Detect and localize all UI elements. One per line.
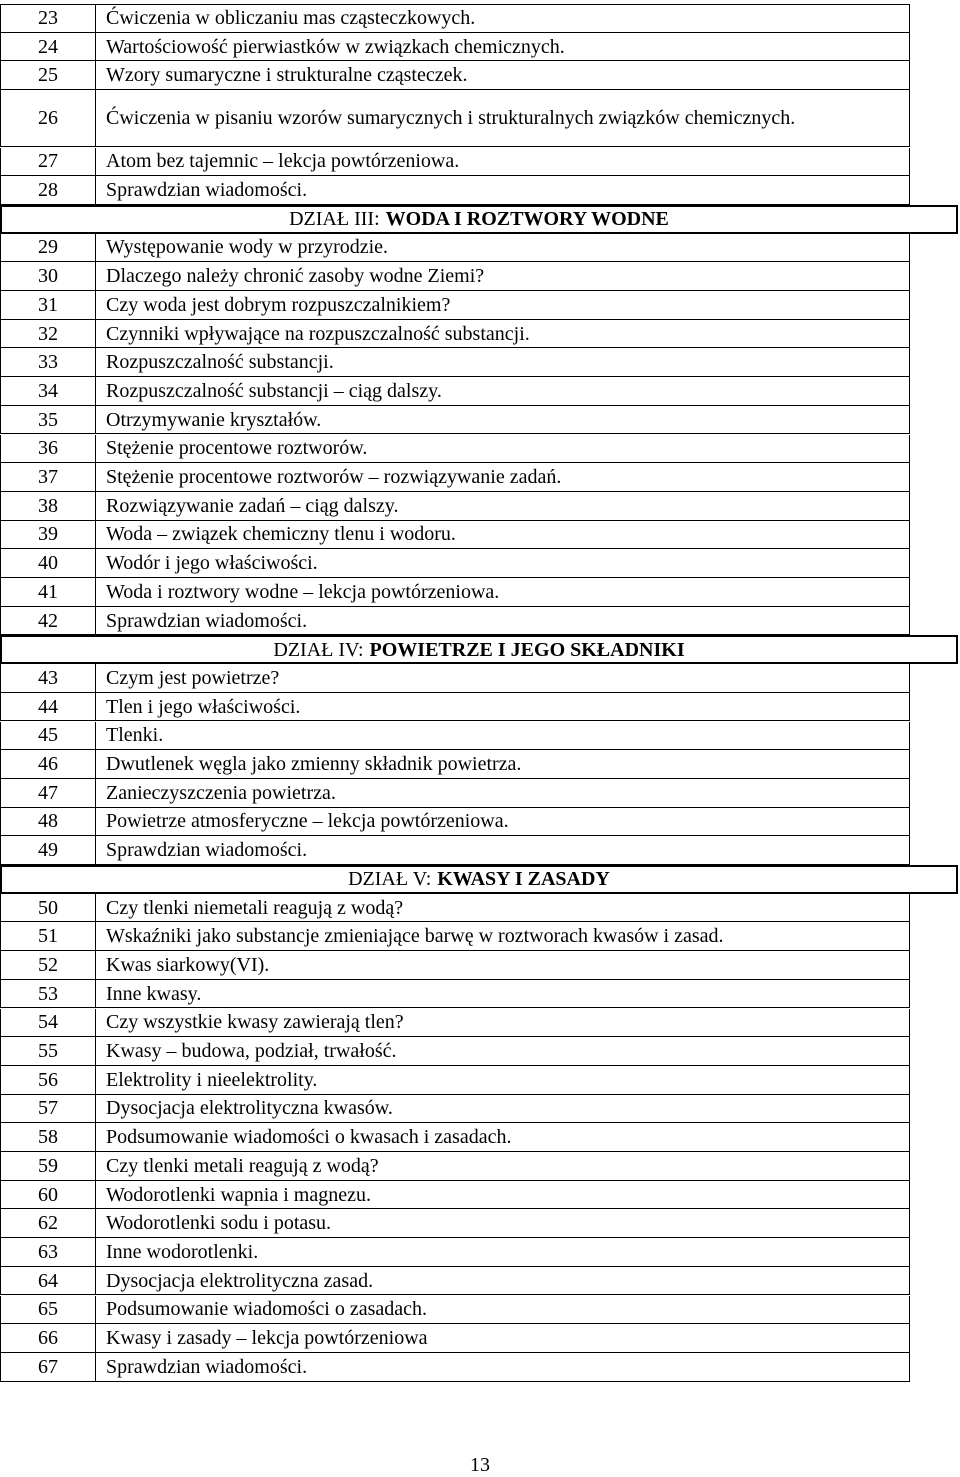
lesson-row: [0, 1152, 910, 1181]
lesson-row: [0, 722, 910, 751]
lesson-title: Rozwiązywanie zadań – ciąg dalszy.: [106, 494, 399, 517]
lesson-row: [0, 176, 910, 205]
lesson-title-cell: [106, 1066, 895, 1094]
lesson-number: 51: [1, 922, 96, 950]
lesson-number: 32: [1, 320, 96, 348]
lesson-title: Inne wodorotlenki.: [106, 1240, 259, 1263]
lesson-number: 66: [1, 1324, 96, 1352]
lesson-row: [0, 435, 910, 464]
lesson-number: 46: [1, 750, 96, 778]
lesson-row: [0, 291, 910, 320]
lesson-title-cell: [106, 5, 895, 32]
lesson-row: [0, 951, 910, 980]
lesson-number: 35: [1, 406, 96, 434]
lesson-title-cell: [106, 693, 895, 721]
lesson-row: [0, 980, 910, 1009]
lesson-row: [0, 549, 910, 578]
lesson-title-cell: [106, 664, 895, 692]
lesson-row: [0, 922, 910, 951]
lesson-number: 58: [1, 1123, 96, 1151]
lesson-row: [0, 148, 910, 177]
lesson-number: 37: [1, 463, 96, 491]
lesson-title: Czy wszystkie kwasy zawierają tlen?: [106, 1011, 404, 1034]
lesson-title: Zanieczyszczenia powietrza.: [106, 781, 336, 804]
lesson-row: [0, 1296, 910, 1325]
lesson-number: 64: [1, 1267, 96, 1295]
lesson-row: [0, 1009, 910, 1038]
lesson-row: [0, 320, 910, 349]
lesson-title-cell: [106, 33, 895, 61]
lesson-number: 43: [1, 664, 96, 692]
lesson-title-cell: [106, 406, 895, 434]
lesson-title: Stężenie procentowe roztworów – rozwiązywanie zadań.: [106, 466, 562, 489]
lesson-title-cell: [106, 492, 895, 520]
page-number: 13: [470, 1454, 490, 1476]
lesson-row: [0, 262, 910, 291]
lesson-title: Sprawdzian wiadomości.: [106, 179, 308, 202]
lesson-number: 57: [1, 1095, 96, 1123]
lesson-title: Atom bez tajemnic – lekcja powtórzeniowa.: [106, 150, 460, 173]
lesson-row: [0, 1095, 910, 1124]
lesson-title: Dwutlenek węgla jako zmienny składnik powietrza.: [106, 753, 522, 776]
lesson-title: Otrzymywanie kryształów.: [106, 408, 322, 431]
section-name: KWASY I ZASADY: [437, 868, 610, 891]
lesson-number: 42: [1, 607, 96, 635]
lesson-number: 31: [1, 291, 96, 319]
lesson-title: Rozpuszczalność substancji – ciąg dalszy.: [106, 379, 442, 402]
lesson-number: 50: [1, 894, 96, 922]
lesson-number: 56: [1, 1066, 96, 1094]
section-header-row: [0, 865, 958, 894]
lesson-title-cell: [106, 61, 895, 89]
lesson-row: [0, 578, 910, 607]
lesson-number: 59: [1, 1152, 96, 1180]
lesson-row: [0, 521, 910, 550]
lesson-number: 55: [1, 1037, 96, 1065]
lesson-row: [0, 1209, 910, 1238]
lesson-title-cell: [106, 1209, 895, 1237]
lesson-number: 65: [1, 1296, 96, 1324]
lesson-row: [0, 1123, 910, 1152]
lesson-title: Dysocjacja elektrolityczna kwasów.: [106, 1097, 393, 1120]
lesson-number: 26: [1, 90, 96, 146]
lesson-title-cell: [106, 894, 895, 922]
lesson-row: [0, 664, 910, 693]
lesson-number: 23: [1, 5, 96, 32]
lesson-title: Tlen i jego właściwości.: [106, 695, 301, 718]
lesson-title: Czy tlenki niemetali reagują z wodą?: [106, 896, 404, 919]
lesson-number: 54: [1, 1009, 96, 1037]
lesson-number: 40: [1, 549, 96, 577]
lesson-title-cell: [106, 779, 895, 807]
lesson-number: 44: [1, 693, 96, 721]
lesson-title-cell: [106, 1267, 895, 1295]
lesson-number: 67: [1, 1353, 96, 1381]
lesson-title-cell: [106, 320, 895, 348]
lesson-row: [0, 90, 910, 147]
lesson-row: [0, 348, 910, 377]
lesson-row: [0, 808, 910, 837]
lesson-title: Kwasy – budowa, podział, trwałość.: [106, 1040, 397, 1063]
lesson-number: 38: [1, 492, 96, 520]
lesson-title-cell: [106, 90, 895, 146]
section-name: POWIETRZE I JEGO SKŁADNIKI: [369, 638, 685, 661]
lesson-title: Woda – związek chemiczny tlenu i wodoru.: [106, 523, 456, 546]
section-prefix: DZIAŁ V:: [348, 868, 432, 891]
section-prefix: DZIAŁ IV:: [273, 638, 364, 661]
lesson-title-cell: [106, 1123, 895, 1151]
lesson-title-cell: [106, 808, 895, 836]
lesson-title: Wzory sumaryczne i strukturalne cząsteczek.: [106, 64, 468, 87]
lesson-row: [0, 492, 910, 521]
lesson-row: [0, 1324, 910, 1353]
section-prefix: DZIAŁ III:: [289, 208, 380, 231]
lesson-title-cell: [106, 578, 895, 606]
lesson-title: Dlaczego należy chronić zasoby wodne Ziemi?: [106, 265, 485, 288]
lesson-row: [0, 406, 910, 435]
lesson-title: Sprawdzian wiadomości.: [106, 609, 308, 632]
lesson-row: [0, 4, 910, 33]
lesson-title: Czym jest powietrze?: [106, 666, 280, 689]
lesson-title: Podsumowanie wiadomości o kwasach i zasadach.: [106, 1126, 512, 1149]
lesson-title-cell: [106, 348, 895, 376]
lesson-number: 49: [1, 836, 96, 864]
lesson-title: Czy woda jest dobrym rozpuszczalnikiem?: [106, 293, 451, 316]
lesson-title: Kwas siarkowy(VI).: [106, 953, 270, 976]
lesson-row: [0, 693, 910, 722]
lesson-title-cell: [106, 1037, 895, 1065]
lesson-title-cell: [106, 980, 895, 1008]
lesson-number: 48: [1, 808, 96, 836]
lesson-number: 36: [1, 435, 96, 463]
lesson-title-cell: [106, 750, 895, 778]
lesson-title-cell: [106, 463, 895, 491]
lesson-title-cell: [106, 176, 895, 204]
lesson-number: 33: [1, 348, 96, 376]
lesson-row: [0, 61, 910, 90]
lesson-number: 24: [1, 33, 96, 61]
lesson-title-cell: [106, 521, 895, 549]
lesson-row: [0, 1066, 910, 1095]
lesson-title: Sprawdzian wiadomości.: [106, 839, 308, 862]
section-header-row: [0, 205, 958, 234]
lesson-title-cell: [106, 1181, 895, 1209]
lesson-title-cell: [106, 549, 895, 577]
lesson-title: Ćwiczenia w obliczaniu mas cząsteczkowych.: [106, 7, 476, 30]
lesson-number: 41: [1, 578, 96, 606]
lesson-row: [0, 1353, 910, 1382]
lesson-number: 29: [1, 234, 96, 262]
lesson-row: [0, 234, 910, 263]
lesson-title-cell: [106, 1009, 895, 1037]
lesson-title: Występowanie wody w przyrodzie.: [106, 236, 389, 259]
lesson-number: 34: [1, 377, 96, 405]
lesson-number: 27: [1, 148, 96, 176]
lesson-number: 52: [1, 951, 96, 979]
lesson-title: Wodór i jego właściwości.: [106, 552, 318, 575]
lesson-title-cell: [106, 435, 895, 463]
lesson-number: 28: [1, 176, 96, 204]
lesson-row: [0, 377, 910, 406]
lesson-title: Dysocjacja elektrolityczna zasad.: [106, 1269, 374, 1292]
lesson-row: [0, 750, 910, 779]
lesson-title-cell: [106, 951, 895, 979]
lesson-title-cell: [106, 1238, 895, 1266]
section-header-row: [0, 635, 958, 664]
lesson-title: Czynniki wpływające na rozpuszczalność substancji.: [106, 322, 530, 345]
lesson-number: 30: [1, 262, 96, 290]
lesson-title: Powietrze atmosferyczne – lekcja powtórzeniowa.: [106, 810, 509, 833]
lesson-title: Sprawdzian wiadomości.: [106, 1355, 308, 1378]
lesson-title-cell: [106, 291, 895, 319]
lesson-number: 47: [1, 779, 96, 807]
lesson-number: 39: [1, 521, 96, 549]
lesson-number: 60: [1, 1181, 96, 1209]
lesson-number: 25: [1, 61, 96, 89]
lesson-title: Wodorotlenki wapnia i magnezu.: [106, 1183, 371, 1206]
lesson-row: [0, 1238, 910, 1267]
lesson-number: 45: [1, 722, 96, 750]
lesson-title: Elektrolity i nieelektrolity.: [106, 1068, 318, 1091]
lesson-title: Wskaźniki jako substancje zmieniające barwę w roztworach kwasów i zasad.: [106, 925, 724, 948]
lesson-title-cell: [106, 1353, 895, 1381]
lesson-title-cell: [106, 836, 895, 864]
lesson-title-cell: [106, 1296, 895, 1324]
lesson-title: Ćwiczenia w pisaniu wzorów sumarycznych i strukturalnych związków chemicznych.: [106, 107, 796, 130]
lesson-row: [0, 894, 910, 923]
lesson-row: [0, 779, 910, 808]
lesson-row: [0, 33, 910, 62]
lesson-title-cell: [106, 1095, 895, 1123]
lesson-title-cell: [106, 1152, 895, 1180]
lesson-title: Inne kwasy.: [106, 982, 202, 1005]
lesson-title-cell: [106, 722, 895, 750]
lesson-title: Rozpuszczalność substancji.: [106, 351, 334, 374]
lesson-title: Wartościowość pierwiastków w związkach chemicznych.: [106, 35, 565, 58]
lesson-row: [0, 463, 910, 492]
lesson-title-cell: [106, 262, 895, 290]
lesson-title: Czy tlenki metali reagują z wodą?: [106, 1154, 379, 1177]
lesson-row: [0, 1267, 910, 1296]
section-name: WODA I ROZTWORY WODNE: [385, 208, 669, 231]
lesson-title-cell: [106, 377, 895, 405]
lesson-title: Wodorotlenki sodu i potasu.: [106, 1212, 332, 1235]
lesson-title-cell: [106, 607, 895, 635]
lesson-title: Kwasy i zasady – lekcja powtórzeniowa: [106, 1327, 428, 1350]
lesson-title-cell: [106, 1324, 895, 1352]
lesson-title: Woda i roztwory wodne – lekcja powtórzeniowa.: [106, 580, 500, 603]
lesson-number: 53: [1, 980, 96, 1008]
lesson-number: 63: [1, 1238, 96, 1266]
lesson-title: Podsumowanie wiadomości o zasadach.: [106, 1298, 428, 1321]
lesson-number: 62: [1, 1209, 96, 1237]
lesson-row: [0, 1181, 910, 1210]
lesson-title: Tlenki.: [106, 724, 164, 747]
lesson-row: [0, 836, 910, 865]
lesson-title: Stężenie procentowe roztworów.: [106, 437, 368, 460]
lesson-title-cell: [106, 922, 895, 950]
lesson-title-cell: [106, 148, 895, 176]
lesson-row: [0, 1037, 910, 1066]
lesson-title-cell: [106, 234, 895, 262]
lesson-row: [0, 607, 910, 636]
